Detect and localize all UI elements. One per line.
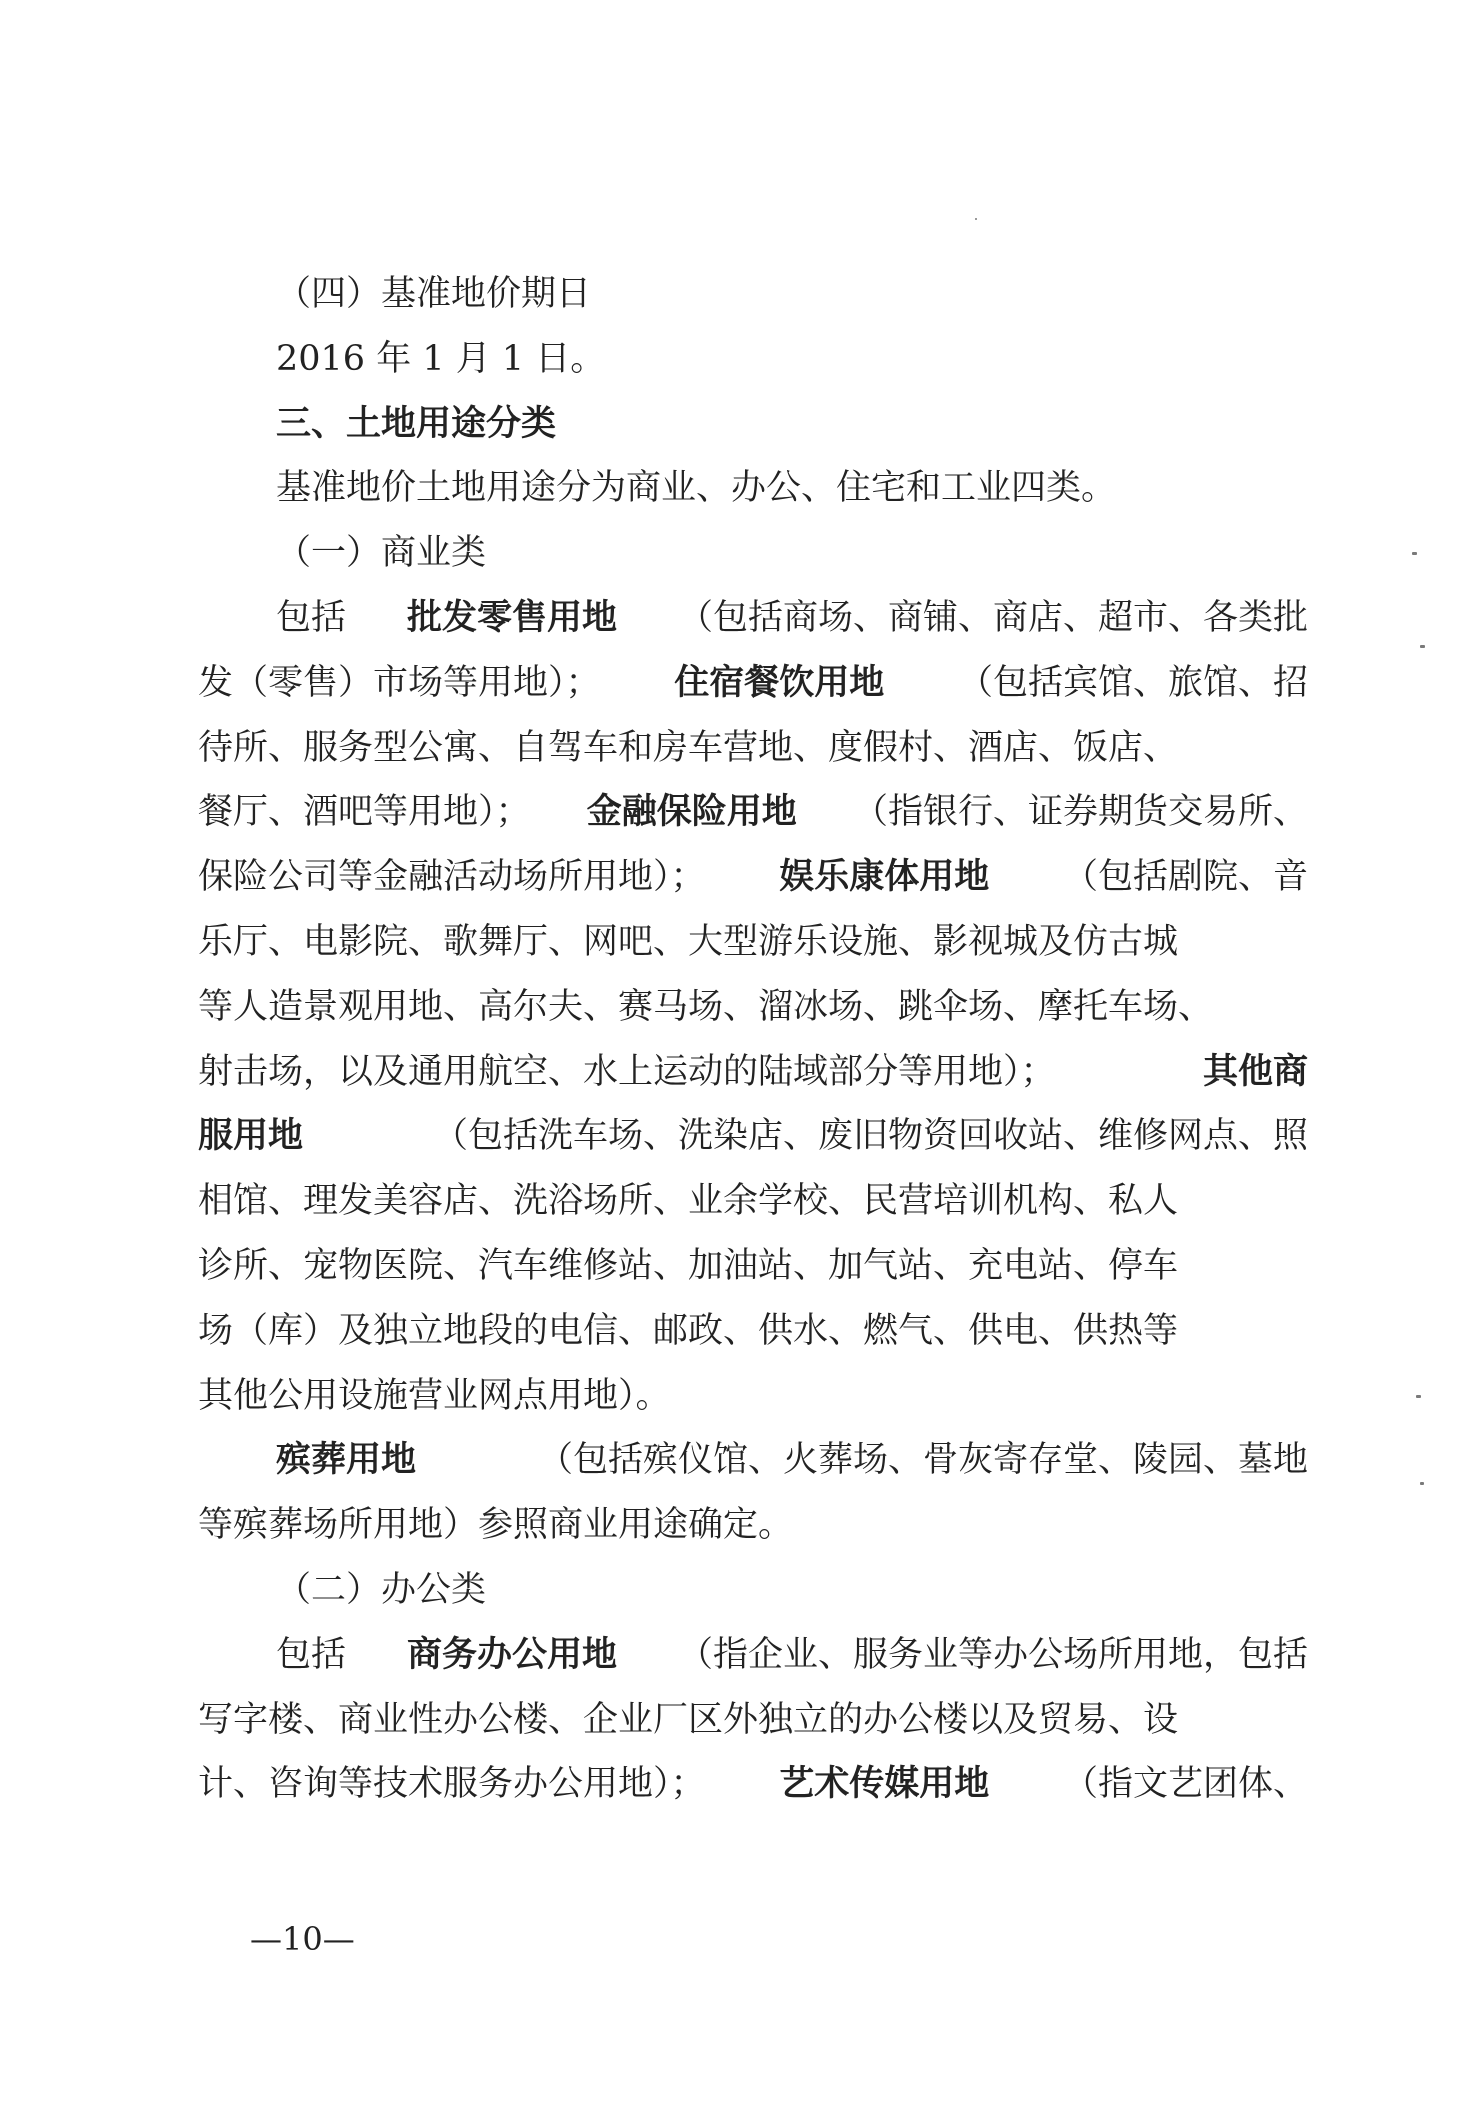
- text-run: 包括: [276, 597, 347, 638]
- text-run: （包括商场、商铺、商店、超市、各类批: [677, 597, 1308, 638]
- paragraph-line: [198, 1623, 1308, 1688]
- text-run: 发（零售）市场等用地）；: [198, 662, 601, 703]
- base-date-value: 2016 年 1 月 1 日。: [276, 338, 606, 379]
- text-run: （包括宾馆、旅馆、招: [957, 662, 1308, 703]
- bold-term: 住宿餐饮用地: [674, 662, 885, 703]
- paragraph-line: 相馆、理发美容店、洗浴场所、业余学校、民营培训机构、私人: [198, 1181, 1179, 1222]
- text-run: （包括洗车场、洗染店、废旧物资回收站、维修网点、照: [432, 1116, 1308, 1157]
- text-run: （包括殡仪馆、火葬场、骨灰寄存堂、陵园、墓地: [537, 1440, 1308, 1481]
- paragraph-line: [198, 586, 1308, 651]
- scan-speck: [975, 218, 977, 220]
- paragraph-line: 待所、服务型公寓、自驾车和房车营地、度假村、酒店、饭店、: [198, 727, 1179, 768]
- paragraph-line: 等殡葬场所用地）参照商业用途确定。: [198, 1505, 794, 1546]
- paragraph-line: 乐厅、电影院、歌舞厅、网吧、大型游乐设施、影视城及仿古城: [198, 921, 1179, 962]
- subsection-heading-office: （二）办公类: [276, 1569, 487, 1610]
- document-body: [198, 262, 1308, 1817]
- text-run: 包括: [276, 1634, 347, 1675]
- paragraph-line: 诊所、宠物医院、汽车维修站、加油站、加气站、充电站、停车: [198, 1245, 1179, 1286]
- bold-term: 金融保险用地: [586, 792, 797, 833]
- text-run: 射击场，以及通用航空、水上运动的陆域部分等用地）；: [198, 1051, 1056, 1092]
- text-run: （包括剧院、音: [1062, 857, 1308, 898]
- text-run: （指企业、服务业等办公场所用地，包括: [677, 1634, 1308, 1675]
- bold-term: 服用地: [198, 1116, 304, 1157]
- paragraph-line: 场（库）及独立地段的电信、邮政、供水、燃气、供电、供热等: [198, 1310, 1179, 1351]
- scan-speck: [1420, 645, 1425, 648]
- bold-term: 批发零售用地: [406, 597, 617, 638]
- paragraph-line: [198, 1104, 1308, 1169]
- paragraph-line: 基准地价土地用途分为商业、办公、住宅和工业四类。: [276, 468, 1117, 509]
- paragraph-line: [198, 1428, 1308, 1493]
- text-run: 保险公司等金融活动场所用地）；: [198, 857, 706, 898]
- paragraph-line: 其他公用设施营业网点用地）。: [198, 1375, 671, 1416]
- bold-term: 艺术传媒用地: [779, 1764, 990, 1805]
- paragraph-line: [198, 1040, 1308, 1105]
- text-run: （指文艺团体、: [1062, 1764, 1308, 1805]
- bold-term: 殡葬用地: [276, 1440, 417, 1481]
- paragraph-line: [198, 845, 1308, 910]
- paragraph-line: 写字楼、商业性办公楼、企业厂区外独立的办公楼以及贸易、设: [198, 1699, 1179, 1740]
- paragraph-line: [198, 1752, 1308, 1817]
- scan-speck: [1416, 1395, 1421, 1398]
- bold-term: 商务办公用地: [406, 1634, 617, 1675]
- scan-speck: [1412, 552, 1417, 555]
- paragraph-line: 等人造景观用地、高尔夫、赛马场、溜冰场、跳伞场、摩托车场、: [198, 986, 1214, 1027]
- section-heading-land-use: 三、土地用途分类: [276, 403, 557, 444]
- text-run: （指银行、证券期货交易所、: [852, 792, 1308, 833]
- section-heading-base-date: （四）基准地价期日: [276, 274, 592, 314]
- paragraph-line: [198, 651, 1308, 716]
- bold-term: 娱乐康体用地: [779, 857, 990, 898]
- paragraph-line: [198, 780, 1308, 845]
- text-run: 餐厅、酒吧等用地）；: [198, 792, 531, 833]
- page-number: —10—: [250, 1920, 355, 1958]
- bold-term: 其他商: [1202, 1051, 1308, 1092]
- scan-speck: [1420, 1482, 1424, 1485]
- subsection-heading-commercial: （一）商业类: [276, 533, 487, 574]
- text-run: 计、咨询等技术服务办公用地）；: [198, 1764, 706, 1805]
